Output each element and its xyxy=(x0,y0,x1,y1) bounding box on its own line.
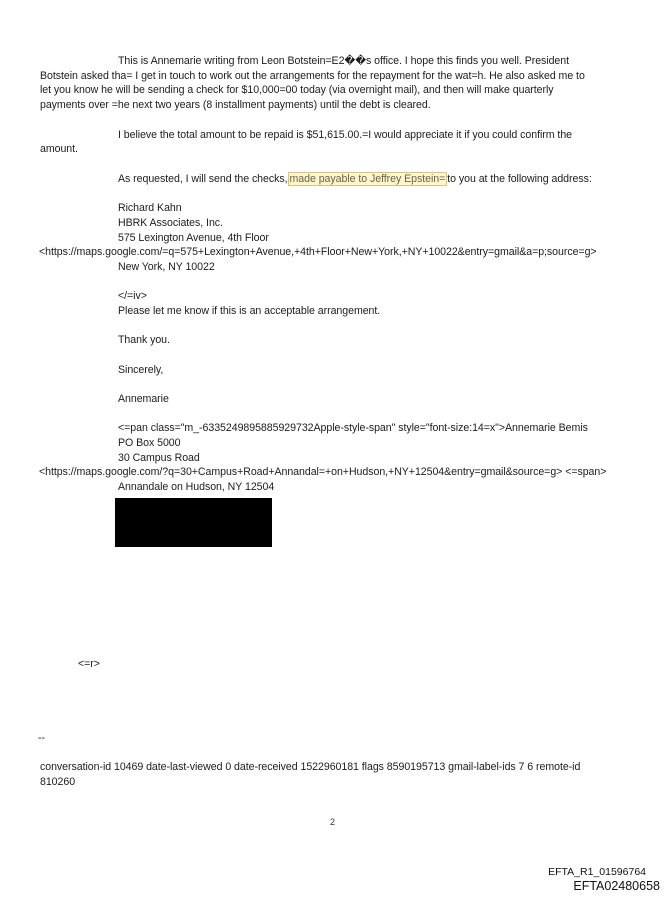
paragraph-1-line-4: payments over =he next two years (8 installment payments) until the debt is cleared. xyxy=(40,99,431,111)
address-1-maps-link: <https://maps.google.com/=q=575+Lexington+Avenue,+4th+Floor+New+York,+NY+10022&entry=gmail&a=p;source=g> xyxy=(39,246,597,258)
paragraph-2-line-1: I believe the total amount to be repaid is $51,615.00.=I would appreciate it if you could confirm the xyxy=(118,129,573,141)
address-1-company: HBRK Associates, Inc. xyxy=(118,217,223,229)
address-1-city: New York, NY 10022 xyxy=(118,261,215,273)
paragraph-1-line-2: Botstein asked tha= I get in touch to work out the arrangements for the repayment for the wat=h. He also asked me to xyxy=(40,70,585,82)
sign-off: Sincerely, xyxy=(118,364,164,376)
bates-number-primary: EFTA_R1_01596764 xyxy=(548,866,646,878)
page-number: 2 xyxy=(330,817,336,827)
address-2-po-box: PO Box 5000 xyxy=(118,437,181,449)
address-2-city: Annandale on Hudson, NY 12504 xyxy=(118,481,275,493)
address-2-maps-link: <https://maps.google.com/?q=30+Campus+Road+Annandal=+on+Hudson,+NY+12504&entry=gmail&source=g> <=span> xyxy=(39,466,607,478)
address-2-street: 30 Campus Road xyxy=(118,452,200,464)
address-2-span-line: <=pan class="m_-6335249895885929732Apple-style-span" style="font-size:14=x">Annemarie Bemis xyxy=(118,422,588,434)
redaction-box xyxy=(115,498,272,547)
thanks-line: Thank you. xyxy=(118,334,170,346)
paragraph-3-after: to you at the following address: xyxy=(447,173,592,185)
signature-separator: -- xyxy=(38,732,45,744)
div-close-tag: </=iv> xyxy=(118,290,147,302)
closing-request: Please let me know if this is an acceptable arrangement. xyxy=(118,305,381,317)
paragraph-3-before: As requested, I will send the checks, xyxy=(118,173,288,185)
metadata-line-1: conversation-id 10469 date-last-viewed 0 date-received 1522960181 flags 8590195713 gmail-label-ids 7 6 remote-id xyxy=(40,761,581,773)
highlighted-payee-text: made payable to Jeffrey Epstein= xyxy=(289,173,446,185)
bates-number-secondary: EFTA02480658 xyxy=(573,879,660,893)
paragraph-2-line-2: amount. xyxy=(40,143,78,155)
metadata-line-2: 810260 xyxy=(40,776,76,788)
address-1-name: Richard Kahn xyxy=(118,202,182,214)
address-1-street: 575 Lexington Avenue, 4th Floor xyxy=(118,232,269,244)
paragraph-1-line-3: let you know he will be sending a check for $10,000=00 today (via overnight mail), and then will make quarterly xyxy=(40,84,554,96)
paragraph-1-line-1: This is Annemarie writing from Leon Botstein=E2��s office. I hope this finds you well. President xyxy=(118,55,570,67)
signature: Annemarie xyxy=(118,393,169,405)
br-tag: <=r> xyxy=(78,658,100,670)
paragraph-3 xyxy=(118,172,592,187)
